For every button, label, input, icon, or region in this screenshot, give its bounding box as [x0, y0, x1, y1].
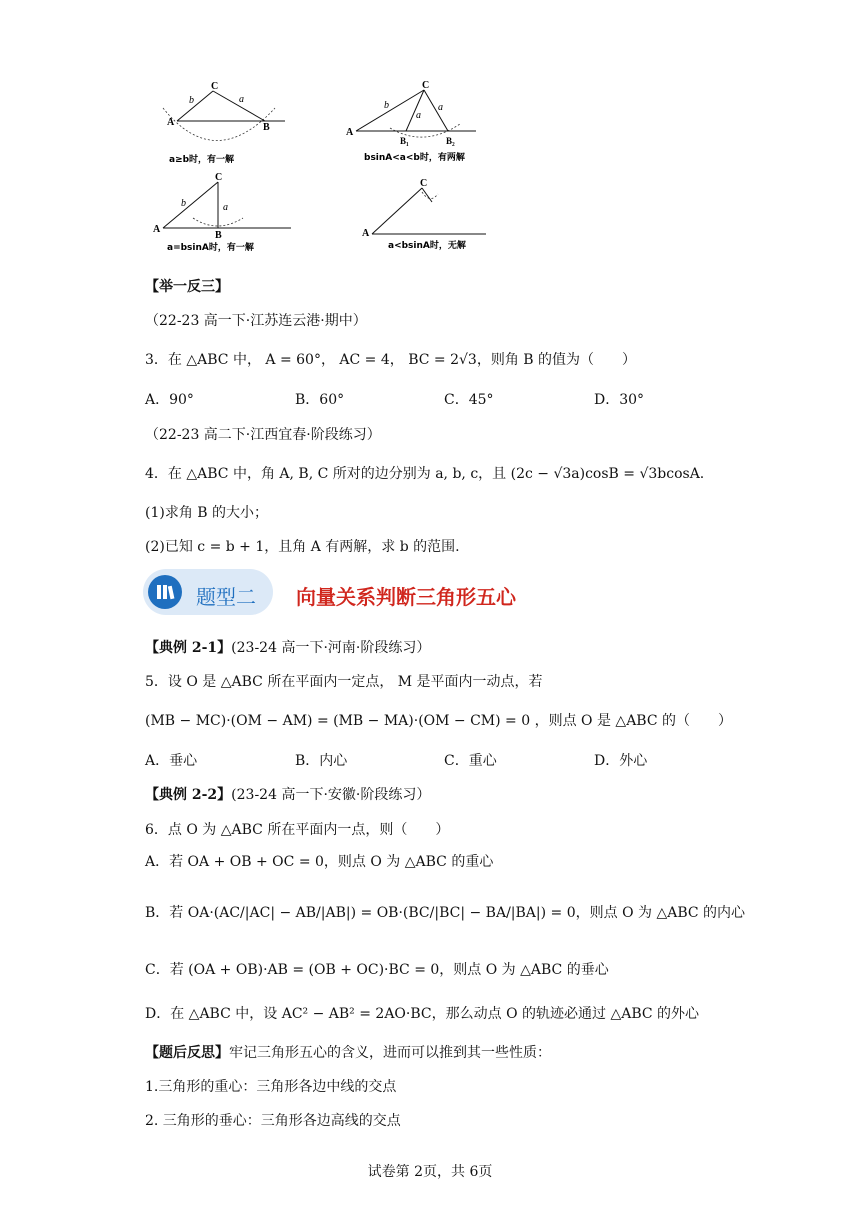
option-b: B．内心: [295, 753, 348, 769]
option-a: A．90°: [145, 392, 194, 408]
question-stem: 3．在 △ABC 中， A = 60°， AC = 4， BC = 2√3，则角 B 的值为（ ）: [145, 352, 637, 368]
option-c: C．若 (OA + OB)·AB = (OB + OC)·BC = 0，则点 O 为 △ABC 的垂心: [145, 962, 609, 978]
option-a: A．若 OA + OB + OC = 0，则点 O 为 △ABC 的重心: [145, 854, 494, 870]
option-b: B．60°: [295, 392, 345, 408]
example-header: [145, 784, 430, 804]
example-source: (23-24 高一下·河南·阶段练习）: [231, 640, 431, 656]
svg-text:A: A: [167, 117, 175, 128]
question-stem: 5．设 O 是 △ABC 所在平面内一定点， M 是平面内一动点，若: [145, 674, 543, 690]
figure-caption: bsinA<a<b时，有两解: [364, 153, 465, 163]
svg-text:a: a: [239, 94, 244, 105]
svg-text:A: A: [346, 127, 354, 138]
example-source: (23-24 高一下·安徽·阶段练习）: [231, 787, 431, 803]
figure-case-one-solution-right: [145, 170, 295, 255]
reflection-item: 1.三角形的重心：三角形各边中线的交点: [145, 1079, 397, 1095]
page-footer: 试卷第 2页，共 6页: [367, 1164, 493, 1180]
question-part: (1)求角 B 的大小；: [145, 505, 269, 521]
reflection-line: [145, 1042, 551, 1062]
svg-text:B: B: [215, 230, 222, 241]
option-d: D．在 △ABC 中，设 AC² − AB² = 2AO·BC，那么动点 O 的轨迹必通过 △ABC 的外心: [145, 1006, 700, 1022]
books-icon: [148, 575, 182, 609]
svg-text:C: C: [215, 172, 223, 183]
question-source: （22-23 高二下·江西宜春·阶段练习）: [145, 427, 381, 443]
question-stem-formula: (MB − MC)·(OM − AM) = (MB − MA)·(OM − CM) = 0 ，则点 O 是 △ABC 的（ ）: [145, 713, 733, 729]
option-c: C．45°: [444, 392, 494, 408]
option-a: A．垂心: [145, 753, 198, 769]
reflection-text: 牢记三角形五心的含义，进而可以推到其一些性质：: [229, 1045, 551, 1061]
question-stem: 4．在 △ABC 中，角 A, B, C 所对的边分别为 a, b, c，且 (2c − √3a)cosB = √3bcosA.: [145, 466, 705, 482]
svg-text:C: C: [422, 80, 430, 91]
example-tag: 【典例 2-1】: [145, 640, 232, 656]
section-type-label: 题型二: [196, 585, 256, 609]
question-part: (2)已知 c = b + 1，且角 A 有两解，求 b 的范围.: [145, 539, 460, 555]
svg-text:A: A: [362, 228, 370, 239]
section-title: 向量关系判断三角形五心: [296, 585, 516, 609]
figure-case-one-solution: [155, 78, 295, 173]
svg-text:A: A: [153, 224, 161, 235]
svg-text:b: b: [384, 100, 389, 111]
svg-text:a: a: [416, 110, 421, 121]
figure-caption: a=bsinA时，有一解: [167, 243, 254, 253]
option-b: B．若 OA·(AC/|AC| − AB/|AB|) = OB·(BC/|BC| − BA/|BA|) = 0，则点 O 为 △ABC 的内心: [145, 905, 746, 921]
figure-caption: a≥b时，有一解: [169, 155, 235, 165]
figure-case-no-solution: [360, 170, 490, 255]
svg-text:b: b: [189, 95, 194, 106]
question-stem: 6．点 O 为 △ABC 所在平面内一点，则（ ）: [145, 822, 450, 838]
option-c: C．重心: [444, 753, 497, 769]
figure-case-two-solutions: [342, 78, 482, 173]
option-d: D．外心: [594, 753, 648, 769]
question-source: （22-23 高一下·江苏连云港·期中）: [145, 313, 367, 329]
example-header: [145, 637, 430, 657]
svg-text:B: B: [263, 122, 270, 133]
section-heading: 【举一反三】: [145, 279, 229, 295]
svg-text:a: a: [438, 102, 443, 113]
example-tag: 【典例 2-2】: [145, 787, 232, 803]
svg-text:B₁: B₁: [400, 136, 409, 146]
svg-text:C: C: [211, 81, 219, 92]
reflection-tag: 【题后反思】: [145, 1045, 229, 1061]
svg-text:a: a: [223, 202, 228, 213]
svg-text:C: C: [420, 178, 428, 189]
svg-text:B₂: B₂: [446, 136, 455, 146]
svg-text:b: b: [181, 198, 186, 209]
figure-caption: a<bsinA时，无解: [388, 241, 466, 251]
option-d: D．30°: [594, 392, 645, 408]
reflection-item: 2. 三角形的垂心：三角形各边高线的交点: [145, 1113, 401, 1129]
